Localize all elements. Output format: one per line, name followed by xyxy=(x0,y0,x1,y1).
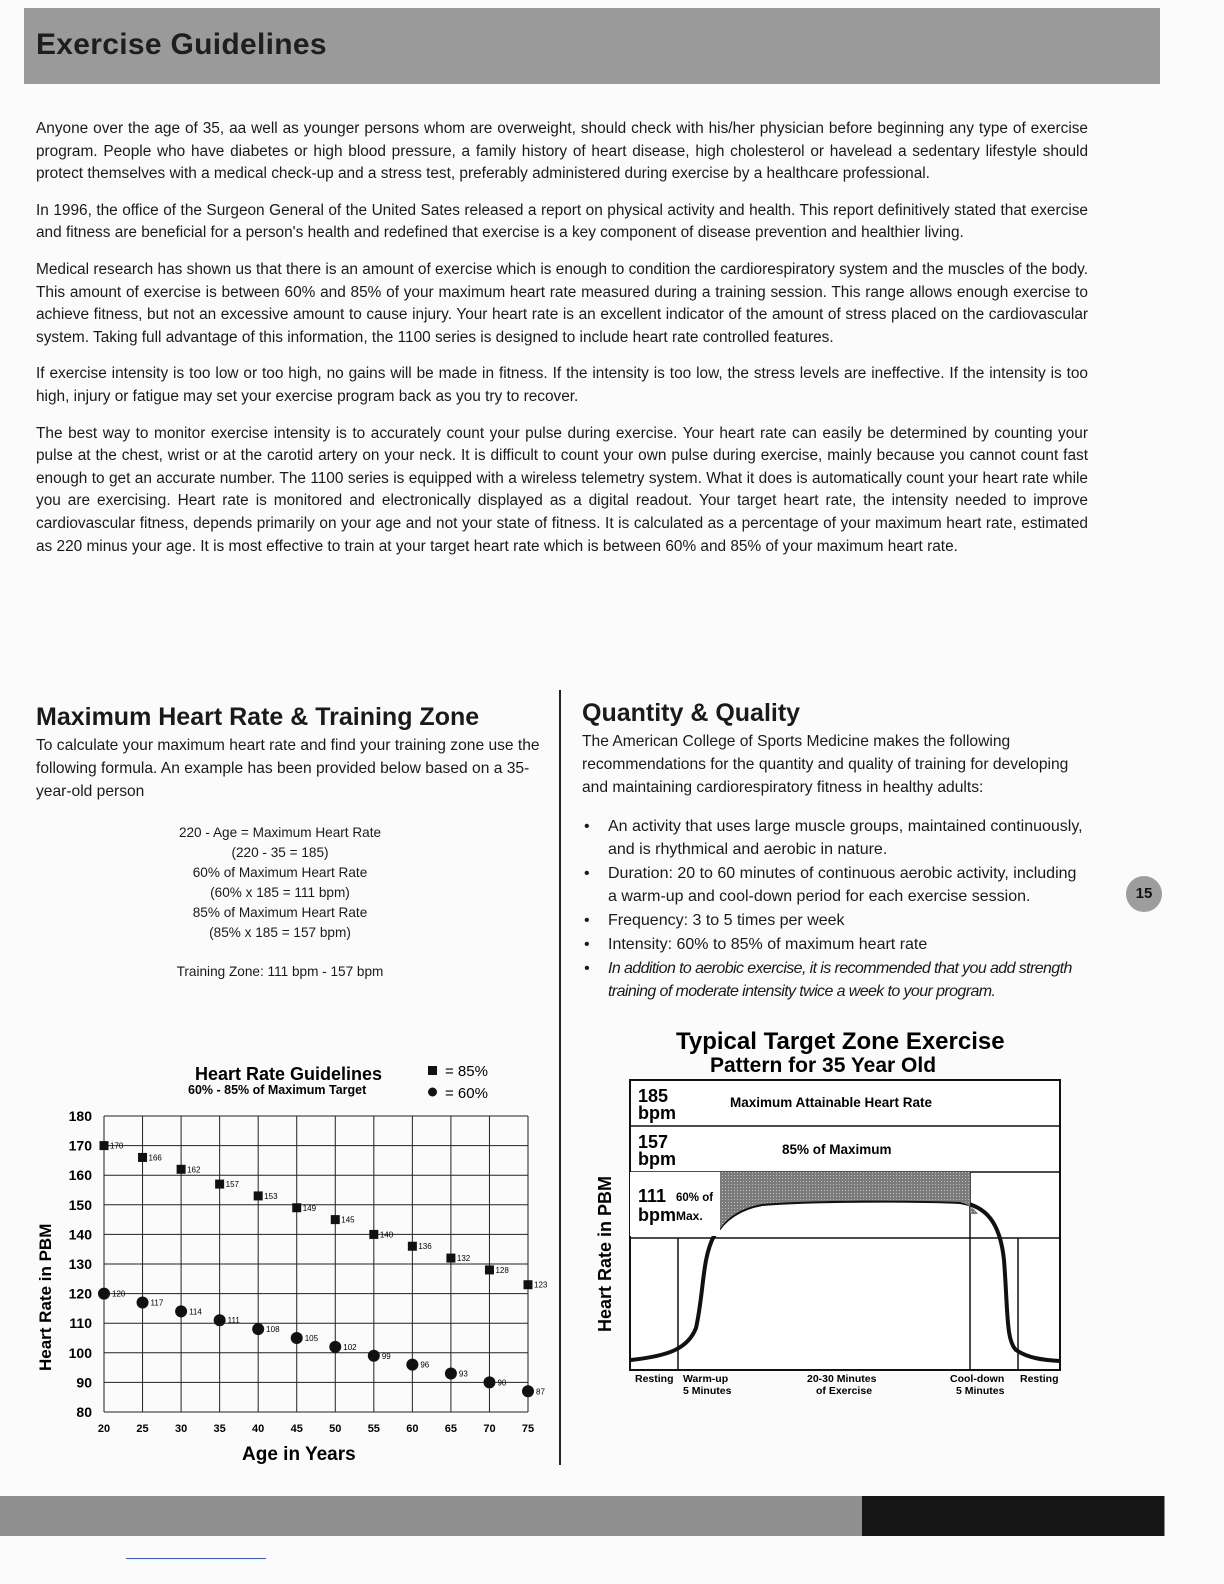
quantity-quality-section xyxy=(582,700,1088,1004)
y-tick-label: 120 xyxy=(68,1285,92,1302)
y-tick-label: 100 xyxy=(68,1344,92,1361)
data-point-85 xyxy=(446,1254,455,1263)
level-unit: bpm xyxy=(638,1103,676,1123)
data-label-85: 157 xyxy=(225,1180,239,1190)
data-label-85: 136 xyxy=(418,1242,432,1252)
page-number-badge: 15 xyxy=(1126,876,1162,912)
recommendation-list xyxy=(582,815,1088,1003)
data-point-60 xyxy=(368,1350,380,1362)
quantity-quality-title: Quantity & Quality xyxy=(582,699,801,727)
x-axis-label: Age in Years xyxy=(242,1444,356,1465)
data-label-85: 140 xyxy=(379,1230,394,1240)
data-label-60: 87 xyxy=(536,1387,545,1397)
x-tick-label: 25 xyxy=(136,1423,149,1435)
max-heart-rate-title: Maximum Heart Rate & Training Zone xyxy=(36,703,480,731)
data-point-85 xyxy=(100,1141,109,1150)
x-tick-label: 60 xyxy=(406,1423,419,1435)
legend-label-85: = 85% xyxy=(445,1063,488,1080)
data-point-85 xyxy=(369,1230,378,1239)
x-tick-label: 35 xyxy=(213,1423,226,1435)
level-value: 157 xyxy=(638,1132,669,1152)
data-point-60 xyxy=(98,1288,110,1300)
data-label-60: 108 xyxy=(266,1325,280,1335)
heart-rate-guidelines-chart xyxy=(30,1056,550,1468)
x-tick-label: 40 xyxy=(252,1423,265,1435)
phase-label: Resting xyxy=(1020,1373,1059,1385)
x-tick-label: 20 xyxy=(97,1423,111,1435)
data-label-85: 170 xyxy=(110,1141,124,1151)
chart-title: Heart Rate Guidelines xyxy=(195,1064,383,1084)
formula-line: (220 - 35 = 185) xyxy=(231,845,329,860)
data-label-85: 132 xyxy=(456,1254,471,1264)
data-point-60 xyxy=(291,1332,303,1344)
y-tick-label: 140 xyxy=(68,1226,92,1243)
phase-label: Resting xyxy=(635,1373,674,1385)
formula-max xyxy=(12,823,548,863)
intro-text xyxy=(36,118,1088,572)
list-item: • Duration: 20 to 60 minutes of continuous aerobic activity, including a warm-up and cool-down period for each exercise session. xyxy=(582,862,1088,908)
data-label-60: 111 xyxy=(227,1316,240,1326)
y-tick-label: 150 xyxy=(68,1196,92,1213)
legend-circle-marker xyxy=(428,1088,437,1097)
data-label-60: 105 xyxy=(304,1334,319,1343)
level-label: 85% of Maximum xyxy=(782,1142,892,1157)
phase-label: 5 Minutes xyxy=(683,1385,732,1397)
x-tick-label: 45 xyxy=(290,1423,303,1435)
target-zone-chart xyxy=(590,1022,1074,1402)
data-label-60: 120 xyxy=(112,1289,126,1299)
data-label-60: 102 xyxy=(343,1342,357,1352)
data-point-60 xyxy=(522,1385,534,1397)
y-tick-label: 130 xyxy=(68,1256,92,1272)
formula-85 xyxy=(12,903,548,943)
level-unit: bpm xyxy=(638,1149,676,1169)
level-unit: bpm xyxy=(638,1205,676,1225)
phase-label: Cool-down xyxy=(950,1373,1005,1385)
level-value: 111 xyxy=(638,1186,667,1206)
data-point-85 xyxy=(215,1180,224,1189)
data-point-60 xyxy=(175,1305,187,1317)
x-tick-label: 55 xyxy=(367,1423,380,1435)
list-item: • An activity that uses large muscle groups, maintained continuously, and is rhythmical and aerobic in nature. xyxy=(582,815,1088,861)
formula-60 xyxy=(12,863,548,903)
formula-line: (60% x 185 = 111 bpm) xyxy=(210,885,350,900)
data-point-60 xyxy=(406,1359,418,1371)
data-point-85 xyxy=(408,1242,417,1251)
data-point-85 xyxy=(331,1215,340,1224)
data-point-85 xyxy=(177,1165,186,1174)
list-item: • Intensity: 60% to 85% of maximum heart rate xyxy=(582,933,1088,956)
intro-paragraph: Anyone over the age of 35, aa well as younger persons whom are overweight, should check with his/her physician before beginning any type of exercise program. People who have diabetes or high blood pressure, a family history of heart disease, high cholesterol or havelead a sedentary lifestyle should protect themselves with a medical check-up and a stress test, preferably administered during exercise by a healthcare professional. xyxy=(36,120,1088,183)
formula-line: 85% of Maximum Heart Rate xyxy=(192,905,368,920)
data-label-85: 166 xyxy=(148,1153,162,1163)
x-axis-ticks xyxy=(98,1423,534,1435)
phase-label: of Exercise xyxy=(816,1385,873,1397)
data-label-85: 128 xyxy=(495,1265,509,1275)
data-point-60 xyxy=(137,1296,149,1308)
chart-subtitle: 60% - 85% of Maximum Target xyxy=(188,1083,367,1097)
x-tick-label: 70 xyxy=(483,1423,496,1435)
data-label-60: 90 xyxy=(497,1378,507,1388)
data-points xyxy=(98,1141,548,1397)
x-tick-label: 75 xyxy=(521,1423,535,1435)
data-label-60: 99 xyxy=(381,1351,391,1361)
level-label: Max. xyxy=(676,1209,703,1223)
phase-label: 20-30 Minutes xyxy=(807,1373,877,1385)
intro-paragraph: The best way to monitor exercise intensity is to accurately count your pulse during exercise. Your heart rate can easily be determined by counting your pulse at the chest, wrist or at the carotid artery on your neck. It is difficult to count your own pulse during exercise, mainly because you cannot count fast enough to get an accurate number. The 1100 series is equipped with a wireless telemetry system. What it does is automatically count your heart rate while you are exercising. Heart rate is monitored and electronically displayed as a digital readout. Your target heart rate, the intensity needed to improve cardiovascular fitness, depends primarily on your age and not your state of fitness. It is calculated as a percentage of your maximum heart rate, estimated as 220 minus your age. It is most effective to train at your target heart rate which is between 60% and 85% of your maximum heart rate. xyxy=(36,424,1088,555)
chart-grid xyxy=(104,1116,528,1412)
formula-line: 220 - Age = Maximum Heart Rate xyxy=(178,825,382,840)
data-label-60: 117 xyxy=(150,1298,164,1308)
legend-label-60: = 60% xyxy=(445,1085,488,1102)
quantity-quality-intro: The American College of Sports Medicine makes the following recommendations for the quantity and quality of training for developing and maintaining cardiorespiratory fitness in healthy adults: xyxy=(582,733,1069,796)
data-point-60 xyxy=(252,1323,264,1335)
max-heart-rate-intro: To calculate your maximum heart rate and find your training zone use the following formula. An example has been provided below based on a 35-year-old person xyxy=(36,737,540,800)
data-point-85 xyxy=(254,1191,263,1200)
level-label: Maximum Attainable Heart Rate xyxy=(730,1095,933,1110)
footer-underline xyxy=(126,1558,266,1559)
legend-square-marker xyxy=(428,1066,437,1075)
y-tick-label: 80 xyxy=(76,1404,92,1420)
data-label-85: 149 xyxy=(302,1203,317,1213)
data-label-85: 123 xyxy=(534,1280,548,1290)
level-label: 60% of xyxy=(676,1192,714,1204)
x-tick-label: 50 xyxy=(329,1423,342,1435)
data-point-85 xyxy=(524,1280,533,1289)
y-tick-label: 180 xyxy=(68,1108,92,1124)
x-tick-label: 65 xyxy=(444,1423,458,1435)
zone-y-axis-label: Heart Rate in PBM xyxy=(595,1175,615,1332)
data-label-85: 145 xyxy=(341,1215,355,1225)
formula-line: 60% of Maximum Heart Rate xyxy=(192,865,368,880)
data-point-60 xyxy=(329,1341,341,1353)
data-point-60 xyxy=(214,1314,226,1326)
footer-dark-block xyxy=(862,1496,1164,1536)
data-point-85 xyxy=(292,1203,301,1212)
data-label-60: 93 xyxy=(458,1369,468,1379)
y-tick-label: 90 xyxy=(76,1374,92,1391)
page-title: Exercise Guidelines xyxy=(36,28,327,61)
x-tick-label: 30 xyxy=(174,1423,188,1435)
y-tick-label: 110 xyxy=(69,1315,92,1332)
y-tick-label: 160 xyxy=(68,1167,92,1184)
data-label-85: 162 xyxy=(187,1165,201,1175)
max-heart-rate-section xyxy=(36,704,548,982)
formula-line: (85% x 185 = 157 bpm) xyxy=(209,925,351,940)
data-label-85: 153 xyxy=(264,1191,278,1201)
data-point-60 xyxy=(445,1368,457,1380)
list-item: • In addition to aerobic exercise, it is recommended that you add strength training of moderate intensity twice a week to your program. xyxy=(582,957,1088,1003)
data-point-60 xyxy=(483,1376,495,1388)
phase-label: 5 Minutes xyxy=(956,1385,1005,1397)
y-axis-ticks xyxy=(69,1108,93,1420)
intro-paragraph: Medical research has shown us that there is an amount of exercise which is enough to condition the cardiorespiratory system and the muscles of the body. This amount of exercise is between 60% and 85% of your maximum heart rate measured during a training session. This range allows enough exercise to achieve fitness, but not an excessive amount to cause injury. Your heart rate is an excellent indicator of the amount of stress placed on the cardiovascular system. Taking full advantage of this information, the 1100 series is designed to include heart rate controlled features. xyxy=(36,260,1088,346)
y-tick-label: 170 xyxy=(68,1137,92,1154)
data-point-85 xyxy=(138,1153,147,1162)
intro-paragraph: In 1996, the office of the Surgeon General of the United Sates released a report on physical activity and health. This report definitively stated that exercise and fitness are beneficial for a person's health and redefined that exercise is a key component of disease prevention and healthier living. xyxy=(36,201,1088,242)
zone-chart-subtitle: Pattern for 35 Year Old xyxy=(710,1054,937,1077)
intro-paragraph: If exercise intensity is too low or too high, no gains will be made in fitness. If the intensity is too low, the stress levels are ineffective. If the intensity is too high, injury or fatigue may set your exercise program back as you try to recover. xyxy=(36,365,1088,405)
zone-chart-title: Typical Target Zone Exercise xyxy=(676,1028,1005,1055)
level-value: 185 xyxy=(638,1086,669,1106)
list-item: • Frequency: 3 to 5 times per week xyxy=(582,909,1088,932)
phase-label: Warm-up xyxy=(683,1373,729,1385)
training-zone: Training Zone: 111 bpm - 157 bpm xyxy=(176,964,384,979)
data-label-60: 96 xyxy=(420,1360,430,1370)
data-label-60: 114 xyxy=(189,1307,202,1317)
column-divider xyxy=(559,690,561,1465)
data-point-85 xyxy=(485,1265,494,1274)
y-axis-label: Heart Rate in PBM xyxy=(36,1223,55,1371)
